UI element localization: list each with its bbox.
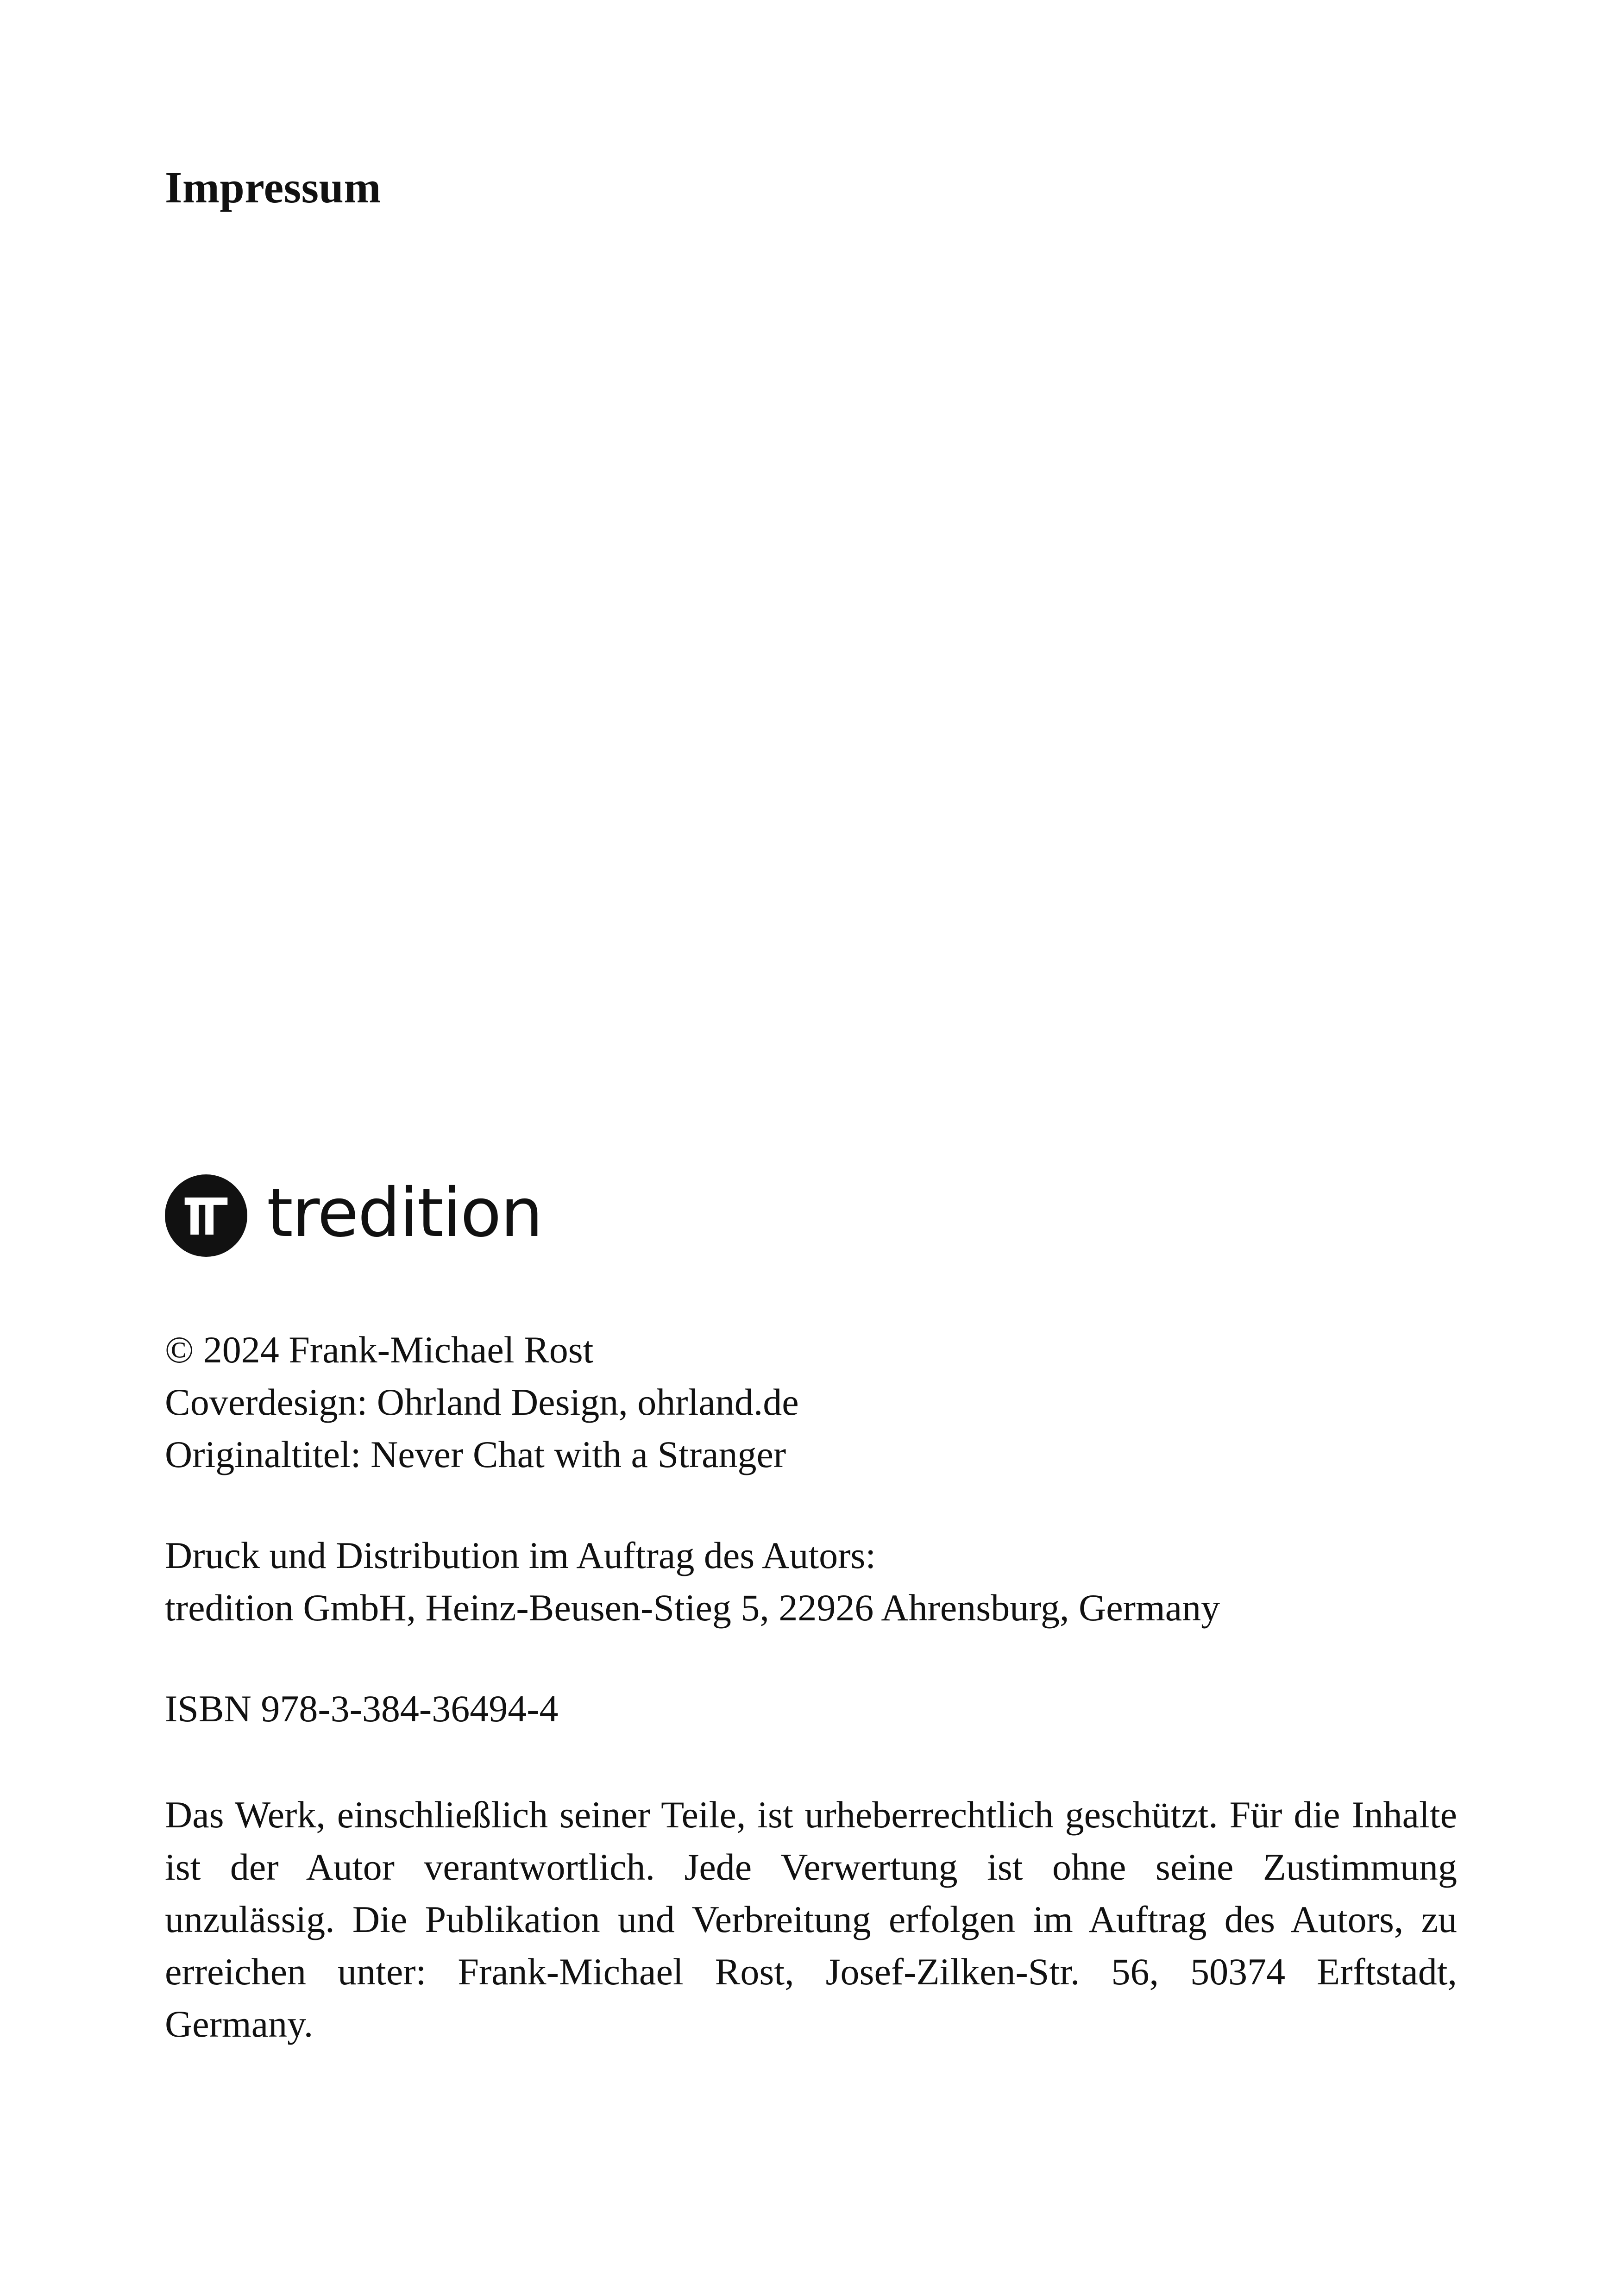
credits-block xyxy=(165,1324,1457,1480)
isbn-line: ISBN 978-3-384-36494-4 xyxy=(165,1687,559,1730)
distribution-heading: Druck und Distribution im Auftrag des Autors: xyxy=(165,1534,876,1576)
cover-design-line: Coverdesign: Ohrland Design, ohrland.de xyxy=(165,1381,799,1423)
distribution-block xyxy=(165,1529,1457,1634)
original-title-line: Originaltitel: Never Chat with a Stranger xyxy=(165,1433,786,1475)
publisher-logo xyxy=(165,1174,542,1257)
page-title: Impressum xyxy=(165,163,381,212)
publisher-address: tredition GmbH, Heinz-Beusen-Stieg 5, 22926 Ahrensburg, Germany xyxy=(165,1587,1220,1629)
tredition-logo-icon xyxy=(165,1174,247,1257)
isbn-block xyxy=(165,1682,1457,1735)
copyright-notice: Das Werk, einschließlich seiner Teile, ist urheberrechtlich geschützt. Für die Inhalte ist der Autor verantwortlich. Jede Verwertung ist ohne seine Zustimmung unzulässig. Die Publikation und Verbreitung erfolgen im Auftrag des Autors, zu erreichen unter: Frank-Michael Rost, Josef-Zilken-Str. 56, 50374 Erftstadt, Germany. xyxy=(165,1794,1457,2045)
publisher-wordmark: tredition xyxy=(267,1173,542,1252)
copyright-line: © 2024 Frank-Michael Rost xyxy=(165,1329,594,1371)
